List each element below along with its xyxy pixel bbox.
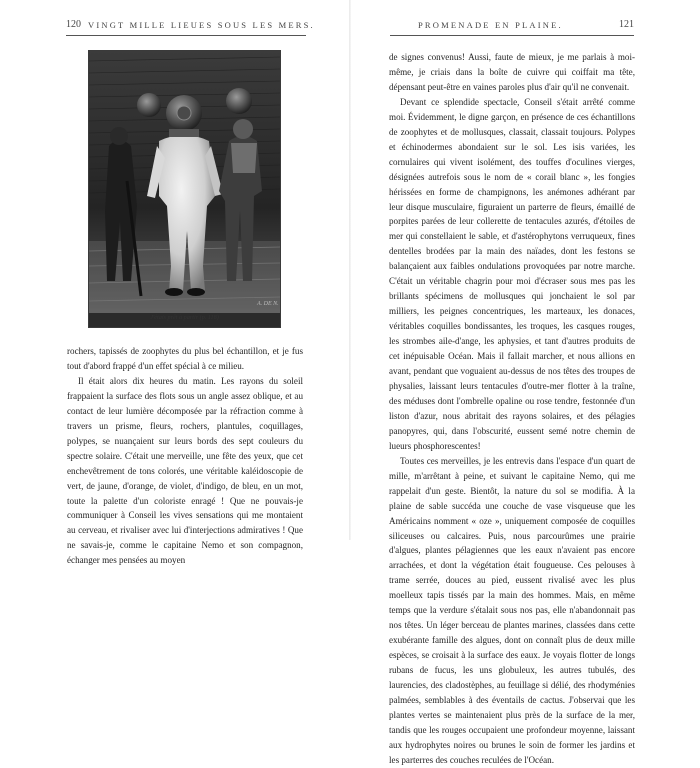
paragraph: Devant ce splendide spectacle, Conseil s'était arrêté comme moi. Évidemment, le digne garçon, en présence de ces échantillons de zoophytes et de mollusques, classait, classait toujours. Polypes et échinodermes abondaient sur le sol. Les isis variées, les cornulaires qui vivent isolément, des touffes d'oculines vierges, désignées autrefois sous le nom de « corail blanc », les fongies hérissées en forme de champignons, les anémones adhérant par leur disque musculaire, figuraient un parterre de fleurs, émaillé de porpites parées de leur collerette de tentacules azurés, d'étoiles de mer qui constellaient le sable, et d'astérophytons verruqueux, fines dentelles brodées par la main des naïades, dont les festons se balançaient aux faibles ondulations provoquées par notre marche. C'était un véritable chagrin pour moi d'écraser sous mes pas les brillants spécimens de mollusques qui jonchaient le sol par milliers, les peignes concentriques, les marteaux, les donaces, véritables coquilles bondissantes, les troques, les casques rouges, les strombes aile-d'ange, les aphysies, et tant d'autres produits de cet inépuisable Océan. Mais il fallait marcher, et nous allions en avant, pendant que voguaient au-dessus de nos têtes des troupes de physalies, laissant leurs tentacules d'outre-mer flotter à la traîne, des méduses dont l'ombrelle opaline ou rose tendre, festonnée d'un liston d'azur, nous abritait des rayons solaires, et des pélagies panopyres, qui, dans l'obscurité, eussent semé notre chemin de lueurs phosphorescentes!: [389, 96, 635, 451]
right-page: [350, 0, 700, 765]
engraving-illustration: [88, 50, 281, 328]
left-page-text: [67, 344, 303, 568]
running-head-left: [66, 19, 315, 34]
paragraph: Il était alors dix heures du matin. Les rayons du soleil frappaient la surface des flots sous un angle assez oblique, et au contact de leur lumière décomposée par la réfraction comme à travers un prisme, fleurs, rochers, plantules, coquillages, polypes, se nuançaient sur leurs bords des sept couleurs du spectre solaire. C'était une merveille, une fête des yeux, que cet enchevêtrement de tons colorés, une véritable kaléidoscopie de vert, de jaune, d'orange, de violet, d'indigo, de bleu, en un mot, toute la palette d'un coloriste enragé ! Que ne pouvais-je communiquer à Conseil les vives sensations qui me montaient au cerveau, et rivaliser avec lui d'interjections admiratives ! Que ne savais-je, comme le capitaine Nemo et son compagnon, échanger mes pensées au moyen: [67, 375, 303, 566]
right-page-text: [389, 50, 635, 768]
running-head-title-right: PROMENADE EN PLAINE.: [418, 20, 563, 30]
running-head-title-left: VINGT MILLE LIEUES SOUS LES MERS.: [88, 20, 315, 30]
header-rule-left: [66, 35, 306, 36]
left-page: [0, 0, 350, 566]
engraving-signature: A. DE N.: [257, 301, 279, 307]
paragraph: rochers, tapissés de zoophytes du plus bel échantillon, et je fus tout d'abord frappé d'un effet spécial à ce milieu.: [67, 346, 303, 371]
illustration-caption: J'étais prêt à partir (p. 118): [150, 314, 219, 321]
page-number-left: 120: [66, 19, 81, 30]
running-head-right: [390, 20, 634, 34]
header-rule-right: [390, 35, 634, 36]
paragraph: Toutes ces merveilles, je les entrevis dans l'espace d'un quart de mille, m'arrêtant à peine, et suivant le capitaine Nemo, qui me rappelait d'un geste. Bientôt, la nature du sol se modifia. À la plaine de sable succéda une couche de vase visqueuse que les Américains nomment « oze », uniquement composée de coquilles siliceuses ou calcaires. Puis, nous parcourûmes une prairie d'algues, plantes pélagiennes que les eaux n'avaient pas encore arrachées, et dont la végétation était fougueuse. Ces pelouses à trame serrée, douces au pied, eussent rivalisé avec les plus moelleux tapis tissés par la main des hommes. Mais, en même temps que la verdure s'étalait sous nos pas, elle n'abandonnait pas nos têtes. Un léger berceau de plantes marines, classées dans cette exubérante famille des algues, dont on connaît plus de deux mille espèces, se croisait à la surface des eaux. Je voyais flotter de longs rubans de fucus, les uns globuleux, les autres tubulés, des laurencies, des cladostèphes, au feuillage si délié, des rhodyménies palmées, semblables à des éventails de cactus. J'observai que les plantes vertes se maintenaient plus près de la surface de la mer, tandis que les rouges occupaient une profondeur moyenne, laissant aux hydrophytes noires ou brunes le soin de former les jardins et les parterres des couches reculées de l'Océan.: [389, 455, 635, 765]
paragraph: de signes convenus! Aussi, faute de mieux, je me parlais à moi-même, je criais dans la boîte de cuivre qui coiffait ma tête, dépensant peut-être en vaines paroles plus d'air qu'il ne convenait.: [389, 52, 635, 92]
page-number-right: 121: [619, 19, 634, 30]
